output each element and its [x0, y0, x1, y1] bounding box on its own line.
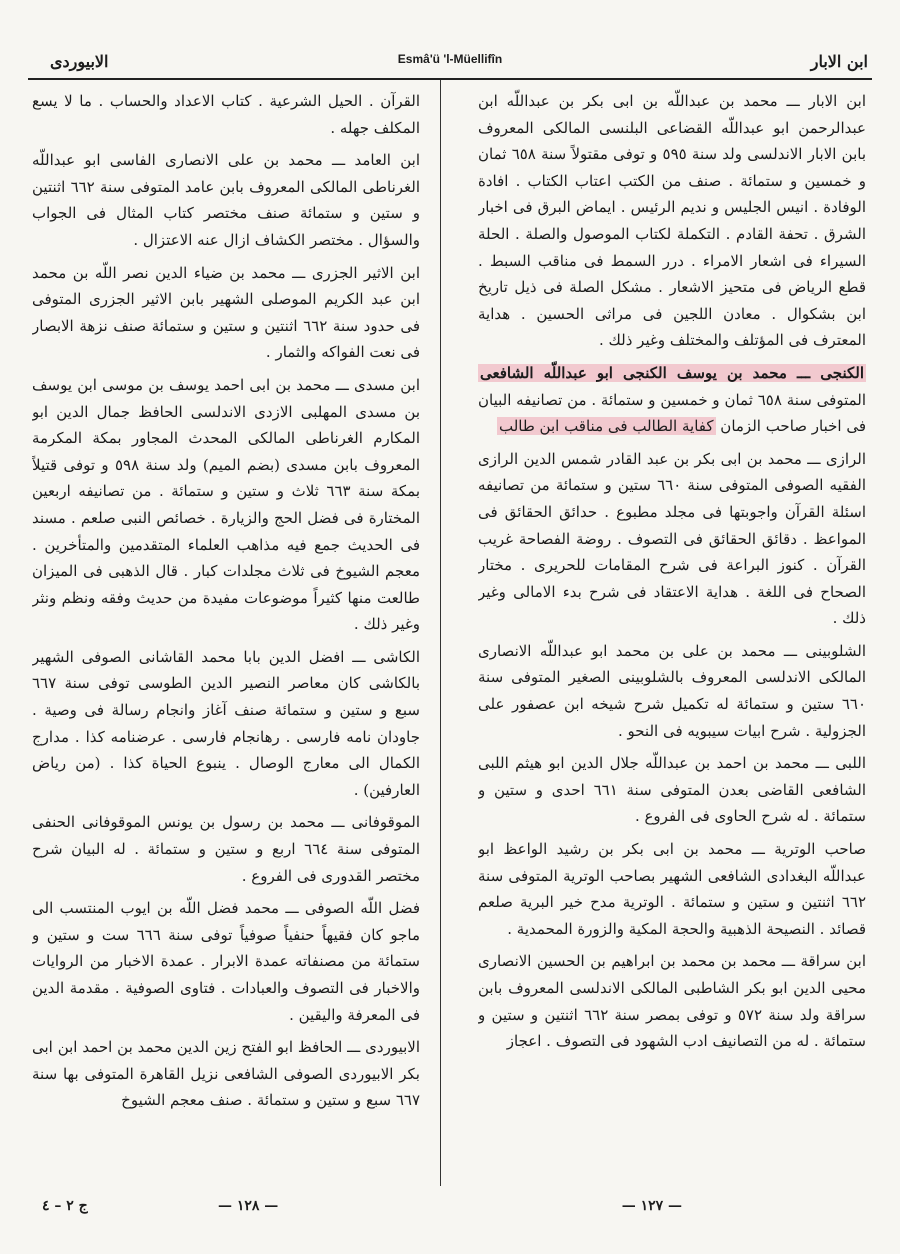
entry-al-labbi: اللبى ـــ محمد بن احمد بن عبداللّه جلال الدين ابو هيثم اللبى الشافعى القاضى بعدن المتوفى سنة ٦٦١ احدى و ستين و ستمائة . له شرح الحاوى فى الفروع .: [478, 754, 866, 826]
entry-al-kanji: [478, 360, 866, 440]
volume-marker: ج ٢ – ٤: [42, 1198, 88, 1214]
entry-ibn-al-athir: ابن الاثير الجزرى ـــ محمد بن ضياء الدين نصر اللّه بن محمد ابن عبد الكريم الموصلى الشهير بابن الاثير الجزرى المتوفى فى حدود سنة ٦٦٢ اثنتين و ستين و ستمائة صنف نزهة الابصار فى نعت الفواكه والثمار .: [32, 263, 420, 362]
entry-al-abiwardi: الابيوردى ـــ الحافظ ابو الفتح زين الدين محمد بن احمد ابن ابى بكر الابيوردى الصوفى الشافعى نزيل القاهرة المتوفى بها سنة ٦٦٧ سبع و ستين و ستمائة . صنف معجم الشيوخ: [32, 1038, 420, 1110]
entry-al-kanji-text: المتوفى سنة ٦٥٨ ثمان و خمسين و ستمائة . من تصانيفه البيان فى اخبار صاحب الزمان: [478, 390, 866, 436]
document-page: [28, 40, 872, 1230]
entry-ibn-suraqa: ابن سراقة ـــ محمد بن محمد بن ابراهيم بن الحسين الانصارى محيى الدين ابو بكر الشاطبى المالكى الاندلسى المعروف بابن سراقة ولد سنة ٥٧٢ و توفى بمصر سنة ٦٦٢ اثنتين و ستين و ستمائة . له من التصانيف ادب الشهود فى التصوف . اعجاز: [478, 952, 866, 1051]
highlight-kanji-heading: الكنجى ـــ محمد بن يوسف الكنجى ابو عبداللّه الشافعى: [480, 363, 864, 382]
header-center-title: Esmâ'ü 'l-Müellifîn: [397, 52, 503, 66]
entry-ibn-al-amid: ابن العامد ـــ محمد بن على الانصارى الفاسى ابو عبداللّه الغرناطى المالكى المعروف بابن عامد المتوفى سنة ٦٦٢ اثنتين و ستين و ستمائة صنف مختصر كتاب المثال فى الجواب والسؤال . مختصر الكشاف ازال عنه الاعتزال .: [32, 151, 420, 249]
entry-al-razi: الرازى ـــ محمد بن ابى بكر بن عبد القادر شمس الدين الرازى الفقيه الصوفى المتوفى سنة ٦٦٠ ستين و ستمائة من تصانيفه اسئلة القرآن واجوبتها فى مجلد مطبوع . حدائق الحقائق فى المواعظ . دقائق الحقائق فى التصوف . روضة الفصاحة غريب القرآن . كنوز البراعة فى شرح المقامات للحريرى . مختار الصحاح فى اللغة . هداية الاعتقاد فى شرح بدء الامالى وغير ذلك .: [478, 449, 866, 628]
entry-fadlallah-al-sufi: فضل اللّه الصوفى ـــ محمد فضل اللّه بن ايوب المنتسب الى ماجو كان فقيهاً حنفياً صوفياً توفى سنة ٦٦٦ ست و ستين و ستمائة من مصنفاته عمدة الابرار . عمدة الاخبار من الروايات والاخبار فى التصوف والعبادات . فتاوى الصوفية . مقدمة الدين فى المعرفة واليقين .: [32, 899, 420, 1024]
page-number-right: — ١٢٧ —: [621, 1198, 682, 1214]
highlight-kifayat-al-talib: كفاية الطالب فى مناقب ابن طالب: [498, 417, 714, 436]
page-number-left: — ١٢٨ —: [218, 1198, 279, 1214]
page-footer: [28, 1190, 872, 1230]
right-column: [478, 88, 866, 1180]
page-header: [28, 48, 872, 76]
header-right-title: ابن الابار: [810, 52, 868, 71]
entry-ibn-musdi: ابن مسدى ـــ محمد بن ابى احمد يوسف بن موسى ابن يوسف بن مسدى المهلبى الازدى الاندلسى الحافظ جمال الدين ابو المكارم الغرناطى المالكى المحدث المجاور بمكة المكرمة المعروف بابن مسدى (بضم الميم) ولد سنة ٥٩٨ و توفى قتيلاً بمكة سنة ٦٦٣ ثلاث و ستين و ستمائة . من تصانيفه اربعين المختارة فى فضل الحج والزيارة . خصائص النبى صلعم . مسند فى الحديث جمع فيه مذاهب العلماء المتقدمين والمتأخرين . معجم الشيوخ فى ثلاث مجلدات كبار . قال الذهبى فى الميزان طالعت منها كثيراً موضوعات مفيدة من حديث وفقه ونظم ونثر وغير ذلك .: [32, 375, 420, 634]
entry-al-shalubini: الشلوبينى ـــ محمد بن على بن محمد ابو عبداللّه الانصارى المالكى الاندلسى المعروف بالشلوبينى الصغير المتوفى سنة ٦٦٠ ستين و ستمائة له تكميل شرح شيخه ابن عصفور على الجزولية . شرح ابيات سيبويه فى النحو .: [478, 641, 866, 740]
entry-al-mawqufani: الموقوفانى ـــ محمد بن رسول بن يونس الموقوفانى الحنفى المتوفى سنة ٦٦٤ اربع و ستين و ستمائة . له البيان شرح مختصر القدورى فى الفروع .: [32, 813, 420, 885]
entry-al-kashi: الكاشى ـــ افضل الدين بابا محمد القاشانى الصوفى الشهير بالكاشى كان معاصر النصير الدين الطوسى توفى سنة ٦٦٧ سبع و ستين و ستمائة صنف آغاز وانجام رسالة فى وصية . جاودان نامه فارسى . رهانجام فارسى . عرضنامه كذا . مدارج الكمال الى معارج الوصال . ينبوع الحياة كذا . (من رياض العارفين) .: [32, 647, 420, 799]
entry-ibn-al-abbar: ابن الابار ـــ محمد بن عبداللّه بن ابى بكر بن عبداللّه ابن عبدالرحمن ابو عبداللّه القضاعى البلنسى المالكى المعروف بابن الابار الاندلسى ولد سنة ٥٩٥ و توفى مقتولاً سنة ٦٥٨ ثمان و خمسين و ستمائة . صنف من الكتب اعتاب الكتاب . افادة الوفادة . انيس الجليس و نديم الرئيس . ايماض البرق فى اخبار الشرق . تحفة القادم . التكملة لكتاب الموصول والصلة . الحلة السيراء فى اشعار الامراء . درر السمط فى مناقب السبط . قطع الرياض فى متحيز الاشعار . مشكل الصلة فى ذيل تاريخ ابن بشكوال . معادن اللجين فى مراثى الحسين . هداية المعترف فى المؤتلف والمختلف وغير ذلك .: [478, 92, 866, 350]
entry-continuation: القرآن . الحيل الشرعية . كتاب الاعداد والحساب . ما لا يسع المكلف جهله .: [32, 92, 420, 137]
column-divider: [440, 80, 441, 1186]
header-left-title: الابيوردى: [50, 52, 109, 71]
entry-sahib-al-watriyya: صاحب الوترية ـــ محمد بن ابى بكر بن رشيد الواعظ ابو عبداللّه البغدادى الشافعى الشهير بصاحب الوترية المتوفى سنة ٦٦٢ اثنتين و ستين و ستمائة . الوترية مدح خير البرية صلعم قصائد . النصيحة الذهبية والحجة المكية والزورة المحمدية .: [478, 840, 866, 938]
left-column: [32, 88, 420, 1180]
header-rule: [28, 78, 872, 80]
